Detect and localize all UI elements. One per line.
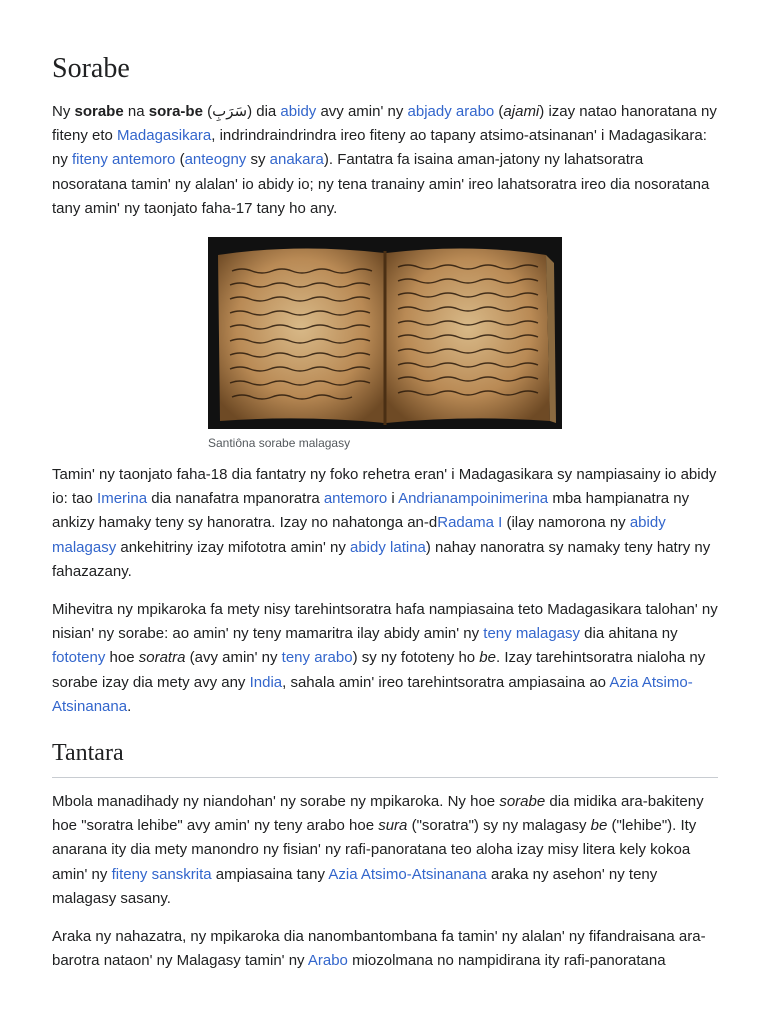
- text: .: [127, 697, 132, 715]
- article-content: [52, 0, 718, 973]
- text: ampiasaina tany: [211, 865, 329, 883]
- text: Ny: [52, 103, 75, 120]
- italic-term: be: [479, 649, 496, 667]
- text: Tamin' ny taonjato faha-18 dia fantatry ny foko rehetra eran' i Madagasikara sy nampiasainy io abidy io: tao: [52, 466, 717, 508]
- link-imerina[interactable]: Imerina: [97, 490, 148, 508]
- text: (: [175, 151, 185, 169]
- text: ) izay natao hanoratana ny fiteny eto: [52, 103, 717, 145]
- text: ("soratra") sy ny malagasy: [407, 817, 591, 835]
- text: , sahala amin' ireo tarehintsoratra ampiasaina ao: [282, 673, 610, 691]
- text: ) nahay nanoratra sy namaky teny hatry ny fahazazany.: [52, 538, 711, 580]
- text: ). Fantatra fa isaina aman-jatony ny lahatsoratra nosoratana tamin' ny alalan' io abidy io; ny tena tranainy amin' ireo lahatsoratra ireo dia nosoratana tany amin' ny taonjato faha-17 tany ho any.: [52, 151, 710, 217]
- link-arabo[interactable]: Arabo: [307, 952, 348, 970]
- text: mba hampianatra ny ankizy hamaky teny sy hanoratra. Izay no nahatonga an-d: [52, 490, 690, 532]
- link-fototeny[interactable]: fototeny: [52, 649, 106, 667]
- link-india[interactable]: India: [249, 673, 283, 691]
- italic-term: be: [590, 817, 608, 835]
- bold-term-sorabe: sorabe: [74, 103, 124, 120]
- text: avy amin' ny: [316, 103, 408, 120]
- section-heading-tantara: Tantara: [52, 737, 718, 778]
- bold-term-sora-be: sora-be: [148, 103, 203, 120]
- text: ("lehibe"). Ity anarana ity dia mety manondro ny fisian' ny rafi-panoratana teo aloha izay misy litera kely kokoa amin' ny: [52, 817, 697, 883]
- text: ankehitriny izay mifototra amin' ny: [116, 538, 350, 556]
- italic-term: ajami: [503, 103, 540, 120]
- text: , indrindraindrindra ireo fiteny ao tapany atsimo-atsinanan' i Madagasikara: ny: [52, 127, 707, 169]
- section-paragraph-2: [52, 925, 718, 973]
- link-antemoro[interactable]: antemoro: [323, 490, 388, 508]
- text: dia midika ara-bakiteny hoe "soratra lehibe" avy amin' ny teny arabo hoe: [52, 793, 704, 835]
- figure-caption: Santiôna sorabe malagasy: [208, 436, 351, 451]
- text: . Izay tarehintsoratra nialoha ny sorabe izay dia mety avy any: [52, 649, 706, 691]
- link-abjady-arabo[interactable]: abjady arabo: [407, 103, 495, 120]
- text: miozolmana no nampidirana ity rafi-panoratana: [347, 952, 666, 970]
- paragraph-2: [52, 463, 718, 584]
- link-teny-arabo[interactable]: teny arabo: [281, 649, 353, 667]
- italic-term: sura: [378, 817, 408, 835]
- text: dia ahitana ny: [580, 625, 678, 643]
- italic-term: soratra: [138, 649, 186, 667]
- page-title: Sorabe: [52, 53, 130, 84]
- link-abidy-latina[interactable]: abidy latina: [350, 538, 426, 556]
- text: Araka ny nahazatra, ny mpikaroka dia nanombantombana fa tamin' ny alalan' ny fifandraisana ara-barotra nataon' ny Malagasy tamin' ny: [52, 928, 706, 970]
- intro-paragraph: [52, 100, 718, 221]
- link-fiteny-sanskrita[interactable]: fiteny sanskrita: [111, 865, 212, 883]
- text: (سَرَبِ) dia: [202, 103, 281, 120]
- text: hoe: [105, 649, 139, 667]
- link-abidy-malagasy[interactable]: abidy malagasy: [52, 514, 666, 556]
- text: Mihevitra ny mpikaroka fa mety nisy tarehintsoratra hafa nampiasaina teto Madagasikara talohan' ny nisian' ny sorabe: ao amin' ny teny mamaritra ilay abidy amin' ny: [52, 601, 718, 643]
- text: araka ny asehon' ny teny malagasy sasany.: [52, 865, 658, 907]
- link-radama-i[interactable]: Radama I: [437, 514, 503, 532]
- text: ) sy ny fototeny ho: [352, 649, 480, 667]
- manuscript-image[interactable]: [208, 237, 562, 429]
- paragraph-3: [52, 598, 718, 719]
- text: na: [123, 103, 149, 120]
- text: i: [387, 490, 399, 508]
- link-anakara[interactable]: anakara: [269, 151, 324, 169]
- text: (: [494, 103, 504, 120]
- link-andrianampoinimerina[interactable]: Andrianampoinimerina: [398, 490, 549, 508]
- figure: [52, 237, 718, 451]
- link-fiteny-antemoro[interactable]: fiteny antemoro: [72, 151, 176, 169]
- text: sy: [246, 151, 270, 169]
- text: Mbola manadihady ny niandohan' ny sorabe ny mpikaroka. Ny hoe: [52, 793, 500, 811]
- section-paragraph-1: [52, 790, 718, 911]
- italic-term: sorabe: [499, 793, 546, 811]
- link-anteogny[interactable]: anteogny: [184, 151, 247, 169]
- link-abidy[interactable]: abidy: [280, 103, 317, 120]
- text: (avy amin' ny: [185, 649, 282, 667]
- link-madagasikara[interactable]: Madagasikara: [117, 127, 212, 145]
- text: dia nanafatra mpanoratra: [147, 490, 324, 508]
- text: (ilay namorona ny: [502, 514, 630, 532]
- link-teny-malagasy[interactable]: teny malagasy: [483, 625, 581, 643]
- link-azia-atsimo-atsinanana[interactable]: Azia Atsimo-Atsinanana: [328, 865, 487, 883]
- link-azia-atsimo-atsinanana[interactable]: Azia Atsimo-Atsinanana: [52, 673, 693, 715]
